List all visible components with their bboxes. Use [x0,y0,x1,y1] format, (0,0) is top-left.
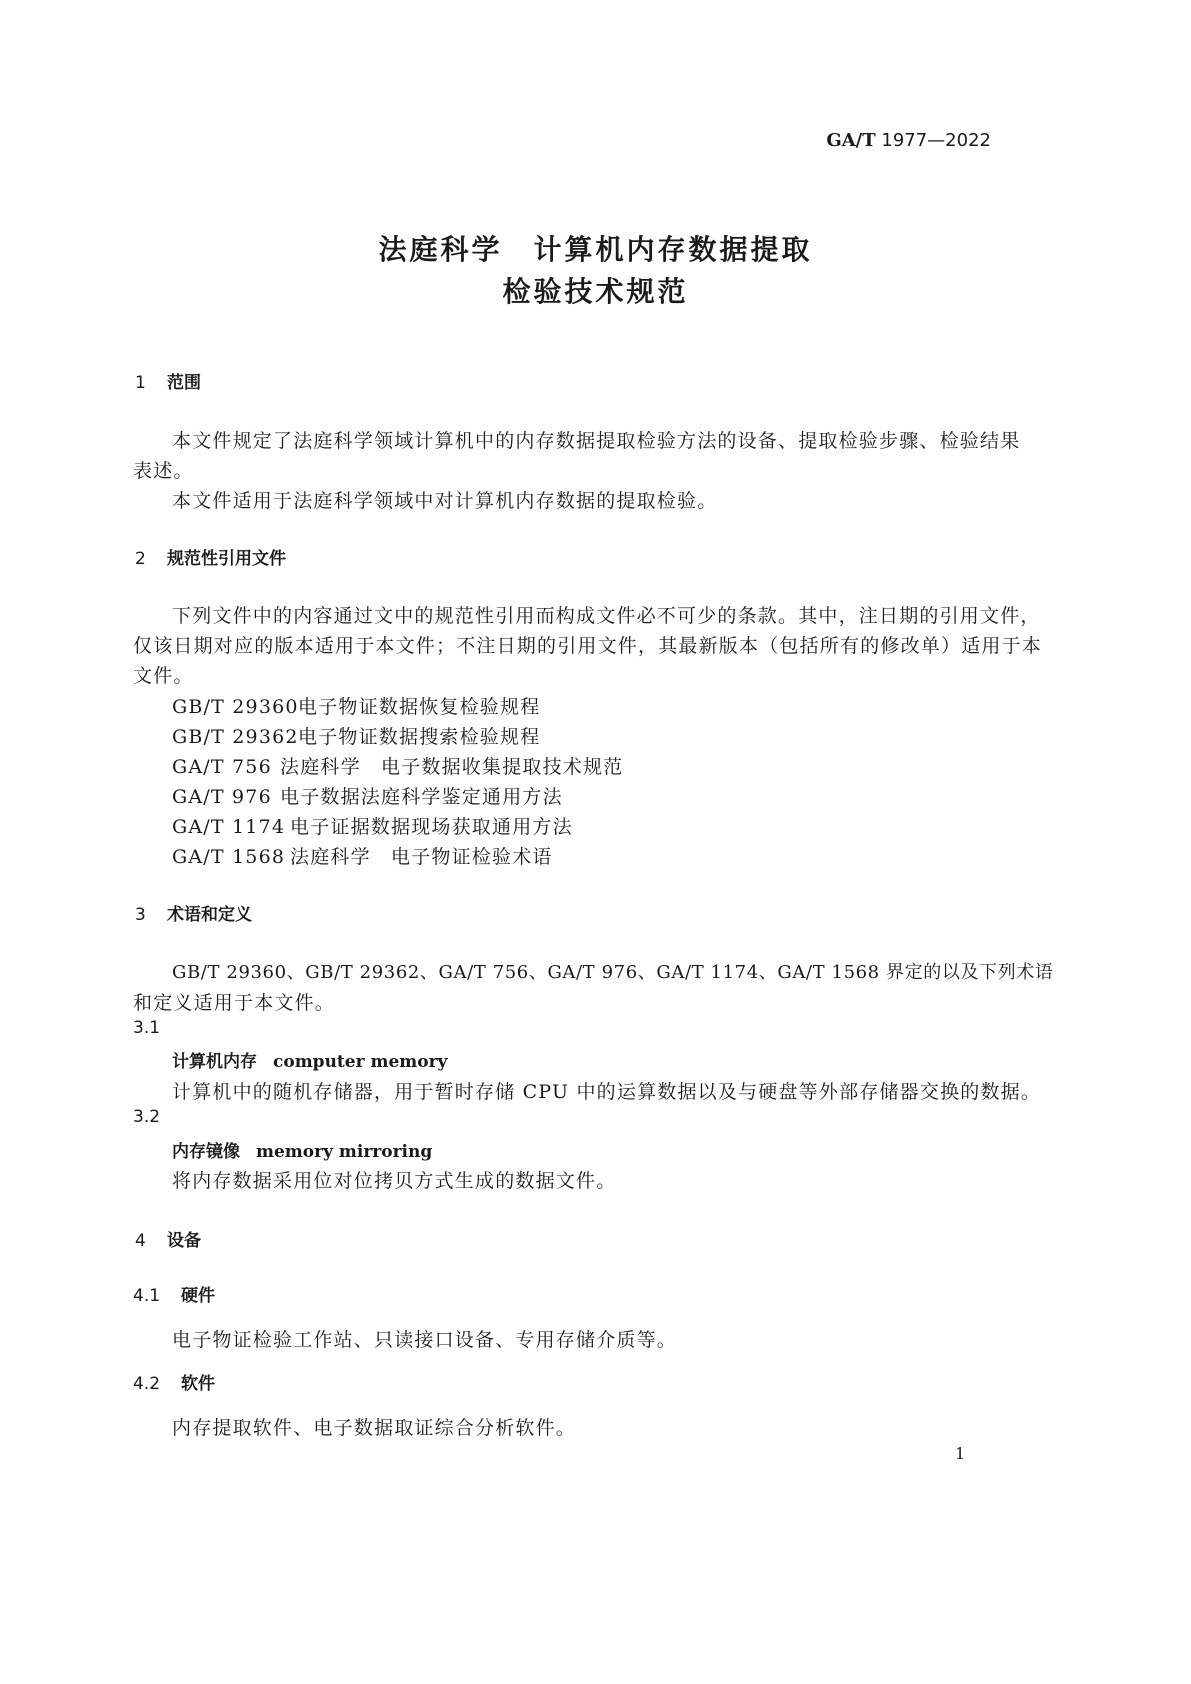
paragraph-line: 内存提取软件、电子数据取证综合分析软件。 [172,1417,577,1439]
document-code-number: 1977—2022 [881,130,991,151]
paragraph-line: 和定义适用于本文件。 [133,992,336,1014]
section-title: 规范性引用文件 [167,549,286,569]
section-number: 4 [135,1231,146,1251]
section-3-heading [135,900,252,925]
normative-reference [172,812,573,839]
document-code-prefix: GA/T [826,130,876,151]
reference-code: GA/T 756 [172,756,272,778]
section-number: 3 [135,905,146,925]
paragraph-line: 电子物证检验工作站、只读接口设备、专用存储介质等。 [172,1329,678,1351]
term-heading [172,1047,447,1072]
reference-name: 电子证据数据现场获取通用方法 [290,816,573,838]
paragraph-line: 本文件规定了法庭科学领域计算机中的内存数据提取检验方法的设备、提取检验步骤、检验结果 [172,430,1021,452]
document-code [826,130,991,151]
page-number: 1 [955,1444,966,1463]
reference-code: GB/T 29362 [172,726,299,748]
reference-code: GB/T 29360 [172,696,299,718]
normative-reference [172,782,563,809]
term-chinese: 计算机内存 [172,1052,257,1072]
subsection-number: 4.2 [133,1374,161,1394]
normative-reference [172,722,540,749]
section-2-heading [135,544,286,569]
paragraph-line: 下列文件中的内容通过文中的规范性引用而构成文件必不可少的条款。其中，注日期的引用文件， [172,605,1041,627]
paragraph-line: 文件。 [133,665,194,687]
section-title: 术语和定义 [167,905,252,925]
subsection-title: 软件 [181,1374,215,1394]
section-number: 1 [135,373,146,393]
subsection-title: 硬件 [181,1286,215,1306]
reference-code: GA/T 1174 [172,816,286,838]
subsection-4-1-heading [133,1281,215,1306]
term-heading [172,1137,432,1162]
term-number: 3.2 [133,1107,161,1127]
term-chinese: 内存镜像 [172,1142,240,1162]
subsection-number: 4.1 [133,1286,161,1306]
document-title-line1: 法庭科学 计算机内存数据提取 [378,233,813,266]
document-title-line2: 检验技术规范 [502,275,689,308]
section-1-heading [135,368,201,393]
paragraph-line: 本文件适用于法庭科学领域中对计算机内存数据的提取检验。 [172,490,718,512]
reference-code: GA/T 1568 [172,846,286,868]
term-number: 3.1 [133,1018,161,1038]
normative-reference [172,842,553,869]
paragraph-line: 仅该日期对应的版本适用于本文件；不注日期的引用文件，其最新版本（包括所有的修改单）适用于本 [133,635,1043,657]
reference-name: 法庭科学 电子物证检验术语 [290,846,553,868]
normative-reference [172,752,623,779]
reference-name: 法庭科学 电子数据收集提取技术规范 [280,756,624,778]
reference-name: 电子物证数据搜索检验规程 [298,726,541,748]
section-4-heading [135,1226,201,1251]
term-definition: 计算机中的随机存储器，用于暂时存储 CPU 中的运算数据以及与硬盘等外部存储器交换的数据。 [172,1081,1042,1103]
reference-name: 电子物证数据恢复检验规程 [298,696,541,718]
term-english: computer memory [273,1052,448,1072]
section-number: 2 [135,549,146,569]
reference-name: 电子数据法庭科学鉴定通用方法 [280,786,563,808]
normative-reference [172,692,540,719]
section-title: 范围 [167,373,201,393]
section-title: 设备 [167,1231,201,1251]
paragraph-line: 表述。 [133,460,194,482]
term-definition: 将内存数据采用位对位拷贝方式生成的数据文件。 [172,1170,617,1192]
reference-code: GA/T 976 [172,786,272,808]
subsection-4-2-heading [133,1369,215,1394]
paragraph-line: GB/T 29360、GB/T 29362、GA/T 756、GA/T 976、GA/T 1174、GA/T 1568 界定的以及下列术语 [172,962,1054,983]
term-english: memory mirroring [256,1142,433,1162]
